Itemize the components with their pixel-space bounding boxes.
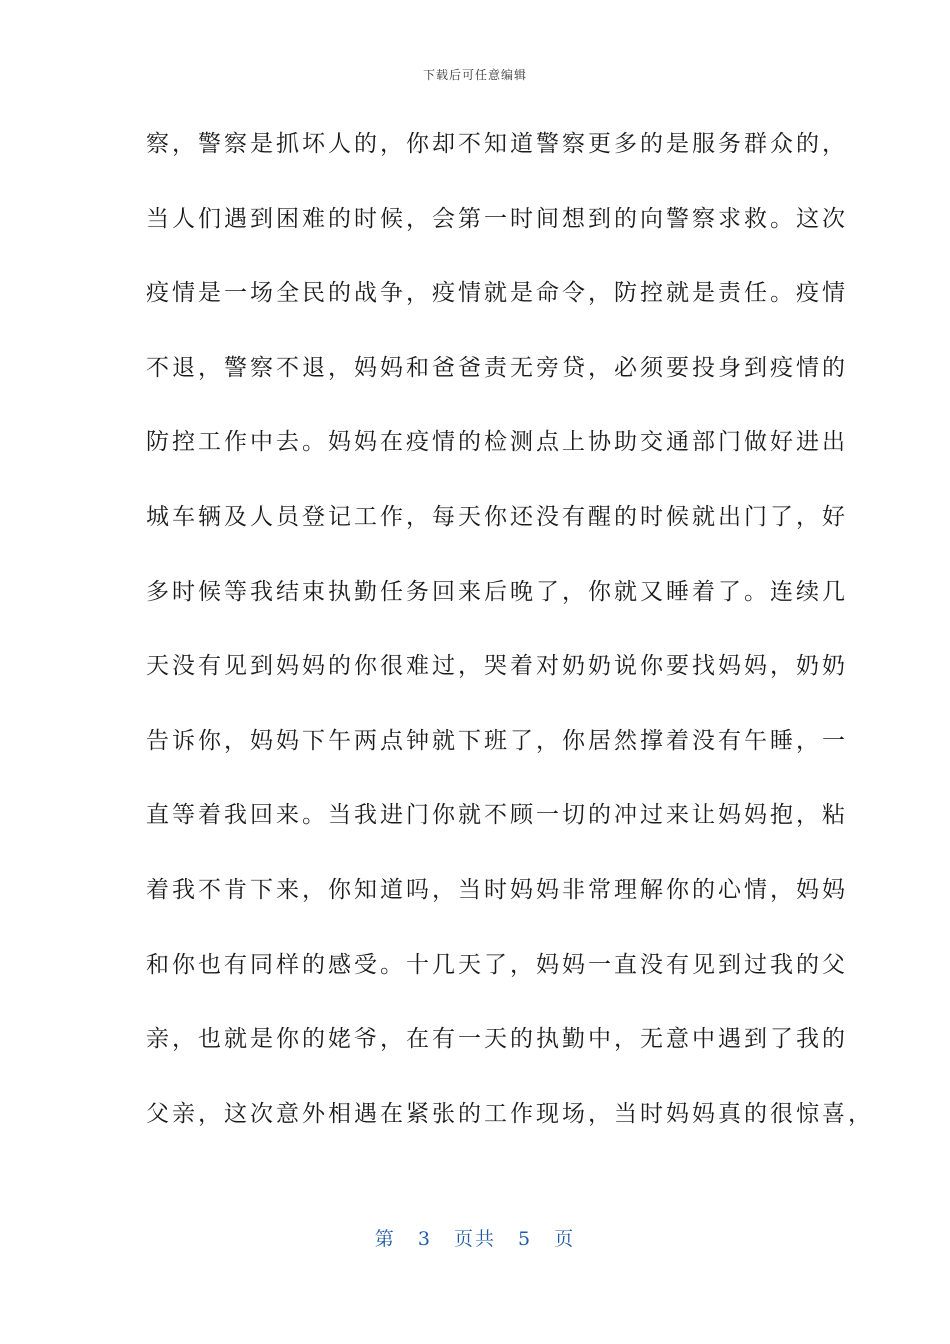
header-note: 下载后可任意编辑 bbox=[422, 68, 527, 82]
text-line: 当人们遇到困难的时候，会第一时间想到的向警察求救。这次 bbox=[146, 205, 848, 232]
text-line: 城车辆及人员登记工作，每天你还没有醒的时候就出门了，好 bbox=[146, 503, 848, 530]
text-line: 直等着我回来。当我进门你就不顾一切的冲过来让妈妈抱，粘 bbox=[146, 802, 848, 829]
text-line: 防控工作中去。妈妈在疫情的检测点上协助交通部门做好进出 bbox=[146, 429, 848, 456]
text-line: 多时候等我结束执勤任务回来后晚了，你就又睡着了。连续几 bbox=[146, 578, 848, 605]
text-line: 和你也有同样的感受。十几天了，妈妈一直没有见到过我的父 bbox=[146, 951, 848, 978]
document-body bbox=[146, 122, 874, 1166]
text-line: 告诉你，妈妈下午两点钟就下班了，你居然撑着没有午睡，一 bbox=[146, 727, 848, 754]
text-line: 天没有见到妈妈的你很难过，哭着对奶奶说你要找妈妈，奶奶 bbox=[146, 653, 848, 680]
text-line: 察，警察是抓坏人的，你却不知道警察更多的是服务群众的， bbox=[146, 131, 848, 157]
page-current: 3 bbox=[417, 1228, 432, 1250]
page-suffix: 页 bbox=[554, 1228, 576, 1250]
text-line: 疫情是一场全民的战争，疫情就是命令，防控就是责任。疫情 bbox=[146, 280, 848, 307]
text-line: 亲，也就是你的姥爷，在有一天的执勤中，无意中遇到了我的 bbox=[146, 1026, 848, 1053]
page-number-footer bbox=[0, 1224, 950, 1251]
page-prefix: 第 bbox=[374, 1228, 396, 1250]
text-line: 父亲，这次意外相遇在紧张的工作现场，当时妈妈真的很惊喜， bbox=[146, 1100, 874, 1127]
page-total: 5 bbox=[518, 1228, 533, 1250]
text-line: 着我不肯下来，你知道吗，当时妈妈非常理解你的心情，妈妈 bbox=[146, 876, 848, 903]
page-middle: 页共 bbox=[453, 1228, 496, 1250]
text-line: 不退，警察不退，妈妈和爸爸责无旁贷，必须要投身到疫情的 bbox=[146, 354, 848, 381]
